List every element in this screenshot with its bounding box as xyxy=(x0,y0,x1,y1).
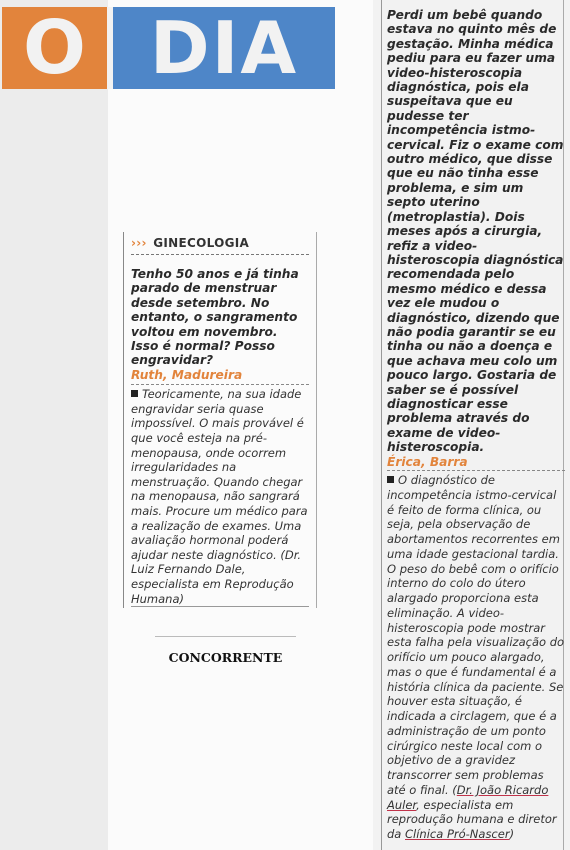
reader-question: Tenho 50 anos e já tinha parado de menstruar desde setembro. No entanto, o sangramento voltou em novembro. Isso é normal? Posso engravidar? xyxy=(131,267,299,368)
doctor-name: Dr. João Ricardo Auler xyxy=(387,782,549,812)
chevron-marker-icon: ››› xyxy=(131,236,147,250)
left-article-border xyxy=(123,232,124,608)
logo-dia-block: DIA xyxy=(113,7,335,89)
answer-end-text: ) xyxy=(509,827,515,841)
masthead-logo xyxy=(2,7,335,89)
left-article xyxy=(131,236,309,606)
answer-text: Teoricamente, na sua idade engravidar seria quase impossível. O mais provável é que você esteja na pré-menopausa, onde ocorrem irregularidades na menstruação. Quando chegar na menopausa, não sangrará mais. Procure um médico para a realização de exames. Uma avaliação hormonal poderá ajudar neste diagnóstico. (Dr. Luiz Fernando Dale, especialista em Reprodução Humana) xyxy=(131,387,308,606)
clinic-name: Clínica Pró-Nascer xyxy=(405,827,510,841)
question-author-right: Érica, Barra xyxy=(387,454,468,469)
doctor-answer-right xyxy=(387,470,565,842)
question-author: Ruth, Madureira xyxy=(131,367,243,382)
logo-o-block: O xyxy=(2,7,107,89)
reader-question-right: Perdi um bebê quando estava no quinto mês de gestação. Minha médica pediu para eu fazer uma video-histeroscopia diagnóstica, pois ela suspeitava que eu pudesse ter incompetência istmo-cervical. Fiz o exame com outro médico, que disse que eu não tinha esse problema, e sim um septo uterino (metroplastia). Dois meses após a cirurgia, refiz a video-histeroscopia diagnóstica recomendada pelo mesmo médico e dessa vez ele mudou o diagnóstico, dizendo que não podia garantir se eu tinha ou não a doença e que achava meu colo um pouco largo. Gostaria de saber se é possível diagnosticar esse problema através do exame de video-histeroscopia. xyxy=(387,8,564,455)
right-column-left-border xyxy=(381,0,382,850)
left-article-bottom-rule xyxy=(131,606,309,607)
section-title: GINECOLOGIA xyxy=(153,236,250,250)
divider xyxy=(155,636,296,637)
answer-mid-text: , especialista em reprodução humana e diretor da xyxy=(387,797,557,841)
concorrente-label: CONCORRENTE xyxy=(168,650,283,665)
left-article-right-border xyxy=(316,232,317,608)
right-article xyxy=(387,8,565,842)
bullet-square-icon xyxy=(387,476,394,483)
section-header xyxy=(131,236,309,255)
doctor-answer xyxy=(131,384,309,606)
answer-text-right: O diagnóstico de incompetência istmo-cervical é feito de forma clínica, ou seja, pela observação de abortamentos recorrentes em uma idade gestacional tardia. O peso do bebê com o orifício interno do colo do útero alargado proporciona esta eliminação. A video-histeroscopia pode mostrar esta falha pela visualização do orifício um pouco alargado, mas o que é fundamental é a história clínica da paciente. Se houver esta situação, é indicada a circlagem, que é a administração de um ponto cirúrgico neste local com o objetivo de a gravidez transcorrer sem problemas até o final. ( xyxy=(387,473,565,797)
bullet-square-icon xyxy=(131,390,138,397)
